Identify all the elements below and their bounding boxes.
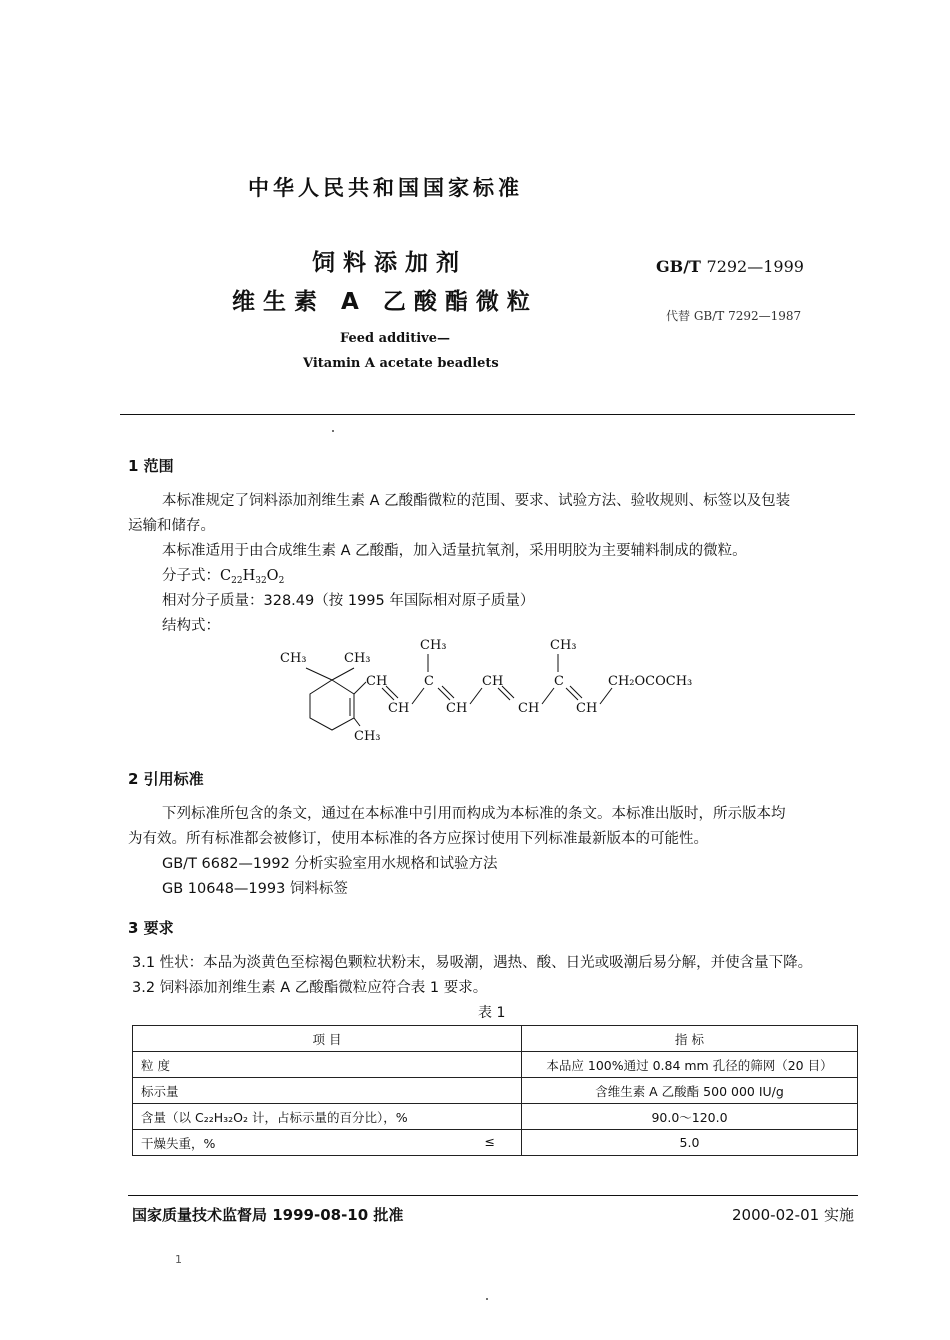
formula-o-sub: 2 bbox=[278, 576, 285, 586]
header-spec: 指 标 bbox=[522, 1026, 858, 1052]
requirement-3-1: 3.1 性状：本品为淡黄色至棕褐色颗粒状粉末，易吸潮，遇热、酸、日光或吸潮后易分解，并使含量下降。 bbox=[132, 955, 813, 971]
row-item bbox=[133, 1078, 522, 1104]
ring-methyl-1: CH₃ bbox=[280, 651, 307, 666]
chain-methyl-top-2: CH₃ bbox=[550, 638, 577, 653]
row-item-label: 粒 度 bbox=[141, 1057, 170, 1073]
section-1-para1-line1: 本标准规定了饲料添加剂维生素 A 乙酸酯微粒的范围、要求、试验方法、验收规则、标签以及包装 bbox=[162, 493, 791, 509]
chain-c-2: C bbox=[554, 674, 564, 689]
row-spec: 90.0～120.0 bbox=[522, 1104, 858, 1130]
page-number: 1 bbox=[175, 1253, 182, 1266]
chain-c-1: C bbox=[424, 674, 434, 689]
reference-2: GB 10648—1993 饲料标签 bbox=[162, 881, 348, 897]
table-row bbox=[133, 1052, 858, 1078]
row-spec: 5.0 bbox=[522, 1130, 858, 1156]
formula-label: 分子式： bbox=[162, 568, 220, 584]
ring-methyl-2: CH₃ bbox=[344, 651, 371, 666]
replaces-note: 代替 GB/T 7292—1987 bbox=[666, 309, 802, 323]
table-header-row bbox=[133, 1026, 858, 1052]
chain-ch-4: CH bbox=[482, 674, 504, 689]
section-1-para1-line2: 运输和储存。 bbox=[128, 518, 215, 534]
row-item-label: 含量（以 C₂₂H₃₂O₂ 计，占标示量的百分比），% bbox=[141, 1109, 408, 1125]
structural-formula bbox=[270, 632, 730, 750]
reference-1: GB/T 6682—1992 分析实验室用水规格和试验方法 bbox=[162, 856, 498, 872]
molecular-mass: 相对分子质量：328.49（按 1995 年国际相对原子质量） bbox=[162, 593, 535, 609]
header-rule bbox=[120, 414, 855, 415]
row-spec: 含维生素 A 乙酸酯 500 000 IU/g bbox=[522, 1078, 858, 1104]
table-row bbox=[133, 1104, 858, 1130]
row-item-label: 干燥失重，% bbox=[141, 1135, 216, 1151]
formula-c: C bbox=[220, 568, 232, 584]
chain-ch-2: CH bbox=[388, 701, 410, 716]
chain-ch-6: CH bbox=[576, 701, 598, 716]
title-line-2: 维生素 A 乙酸酯微粒 bbox=[232, 289, 538, 315]
section-2-para-line1: 下列标准所包含的条文，通过在本标准中引用而构成为本标准的条文。本标准出版时，所示版本均 bbox=[162, 806, 786, 822]
national-standard-header: 中华人民共和国国家标准 bbox=[248, 176, 523, 200]
std-number: 7292—1999 bbox=[706, 257, 804, 276]
row-item-label: 标示量 bbox=[141, 1083, 179, 1099]
table-row bbox=[133, 1130, 858, 1156]
formula-h-sub: 32 bbox=[255, 576, 267, 586]
requirements-table bbox=[132, 1025, 858, 1156]
chain-ch-1: CH bbox=[366, 674, 388, 689]
footer-rule bbox=[128, 1195, 858, 1196]
requirement-3-2: 3.2 饲料添加剂维生素 A 乙酸酯微粒应符合表 1 要求。 bbox=[132, 980, 488, 996]
molecular-formula bbox=[162, 564, 284, 586]
english-title-2: Vitamin A acetate beadlets bbox=[303, 356, 499, 371]
section-1-heading: 1 范围 bbox=[128, 457, 174, 475]
formula-h: H bbox=[242, 568, 256, 584]
ring-methyl-3: CH₃ bbox=[354, 729, 381, 744]
std-prefix: GB/T bbox=[656, 257, 707, 276]
formula-o: O bbox=[266, 568, 279, 584]
row-item bbox=[133, 1052, 522, 1078]
table-caption: 表 1 bbox=[478, 1005, 506, 1021]
section-3-heading: 3 要求 bbox=[128, 919, 174, 937]
chain-methyl-top-1: CH₃ bbox=[420, 638, 447, 653]
section-2-heading: 2 引用标准 bbox=[128, 770, 204, 788]
section-1-para2: 本标准适用于由合成维生素 A 乙酸酯，加入适量抗氧剂，采用明胶为主要辅料制成的微粒。 bbox=[162, 543, 747, 559]
scan-speck bbox=[332, 430, 334, 432]
approval-date: 国家质量技术监督局 1999-08-10 批准 bbox=[132, 1206, 404, 1224]
title-line-1: 饲料添加剂 bbox=[312, 250, 467, 276]
chain-ch-3: CH bbox=[446, 701, 468, 716]
header-item: 项 目 bbox=[133, 1026, 522, 1052]
scan-speck bbox=[486, 1298, 488, 1300]
standard-number bbox=[656, 257, 804, 276]
end-group: CH₂OCOCH₃ bbox=[608, 674, 693, 689]
english-title-1: Feed additive— bbox=[340, 331, 450, 346]
structure-label: 结构式： bbox=[162, 618, 220, 634]
row-item bbox=[133, 1130, 522, 1156]
row-item-symbol: ≤ bbox=[484, 1133, 495, 1149]
formula-c-sub: 22 bbox=[231, 576, 243, 586]
chain-ch-5: CH bbox=[518, 701, 540, 716]
row-spec: 本品应 100%通过 0.84 mm 孔径的筛网（20 目） bbox=[522, 1052, 858, 1078]
row-item bbox=[133, 1104, 522, 1130]
implementation-date: 2000-02-01 实施 bbox=[732, 1206, 854, 1224]
table-row bbox=[133, 1078, 858, 1104]
section-2-para-line2: 为有效。所有标准都会被修订，使用本标准的各方应探讨使用下列标准最新版本的可能性。 bbox=[128, 831, 708, 847]
